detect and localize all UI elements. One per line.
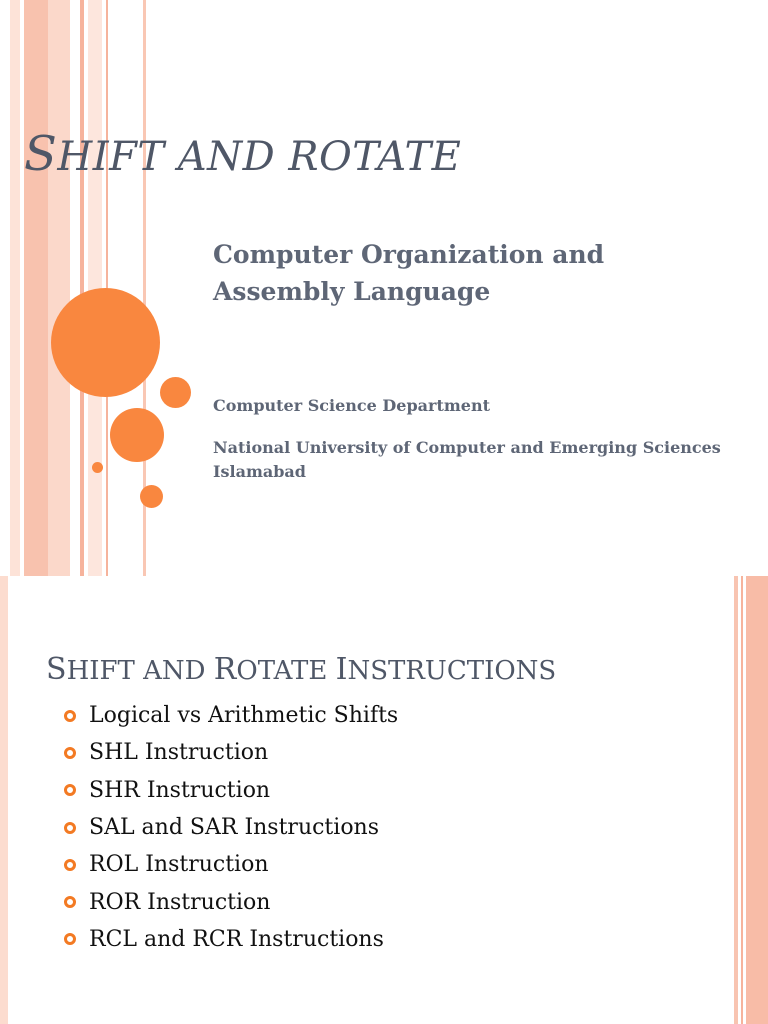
slide-title	[24, 128, 461, 183]
title-text: NSTRUCTIONS	[347, 656, 557, 686]
list-item	[64, 921, 398, 958]
list-item-text: RCL and RCR Instructions	[89, 926, 384, 952]
decor-circle-large	[51, 288, 160, 397]
decor-stripe	[48, 0, 70, 576]
course-subtitle: Computer Organization and Assembly Language	[213, 240, 605, 306]
slide-title-initial: S	[24, 126, 58, 182]
decor-stripe	[734, 576, 738, 1024]
circle-bullet-icon	[64, 822, 76, 834]
decor-stripe	[10, 0, 20, 576]
decor-circle-medium	[110, 408, 164, 462]
topic-list	[64, 697, 398, 958]
university-name: National University of Computer and Emerging Sciences Islamabad	[213, 438, 721, 481]
list-item-text: SAL and SAR Instructions	[89, 815, 380, 841]
decor-stripe	[24, 0, 48, 576]
list-item	[64, 772, 398, 809]
list-item-text: ROR Instruction	[89, 889, 271, 915]
list-item-text: ROL Instruction	[89, 852, 269, 878]
list-item	[64, 846, 398, 883]
list-item-text: SHL Instruction	[89, 740, 269, 766]
slide-title-rest: HIFT AND ROTATE	[57, 134, 462, 180]
decor-stripe	[746, 576, 768, 1024]
list-item	[64, 697, 398, 734]
title-initial: R	[213, 652, 237, 687]
list-item	[64, 883, 398, 920]
list-item-text: Logical vs Arithmetic Shifts	[89, 703, 399, 729]
circle-bullet-icon	[64, 859, 76, 871]
decor-circle-small	[140, 485, 163, 508]
decor-circle-small	[160, 377, 191, 408]
list-item	[64, 734, 398, 771]
circle-bullet-icon	[64, 784, 76, 796]
title-text: HIFT AND	[66, 656, 214, 686]
circle-bullet-icon	[64, 933, 76, 945]
decor-circle-tiny	[92, 462, 103, 473]
department-name: Computer Science Department	[213, 396, 490, 415]
list-item	[64, 809, 398, 846]
title-initial: S	[46, 652, 67, 687]
decor-stripe	[741, 576, 743, 1024]
circle-bullet-icon	[64, 896, 76, 908]
title-text: OTATE	[236, 656, 336, 686]
title-initial: I	[335, 652, 348, 687]
circle-bullet-icon	[64, 710, 76, 722]
list-item-text: SHR Instruction	[89, 777, 271, 803]
circle-bullet-icon	[64, 747, 76, 759]
decor-stripe	[0, 576, 8, 1024]
section-title	[46, 648, 556, 693]
decor-stripe	[80, 0, 84, 576]
